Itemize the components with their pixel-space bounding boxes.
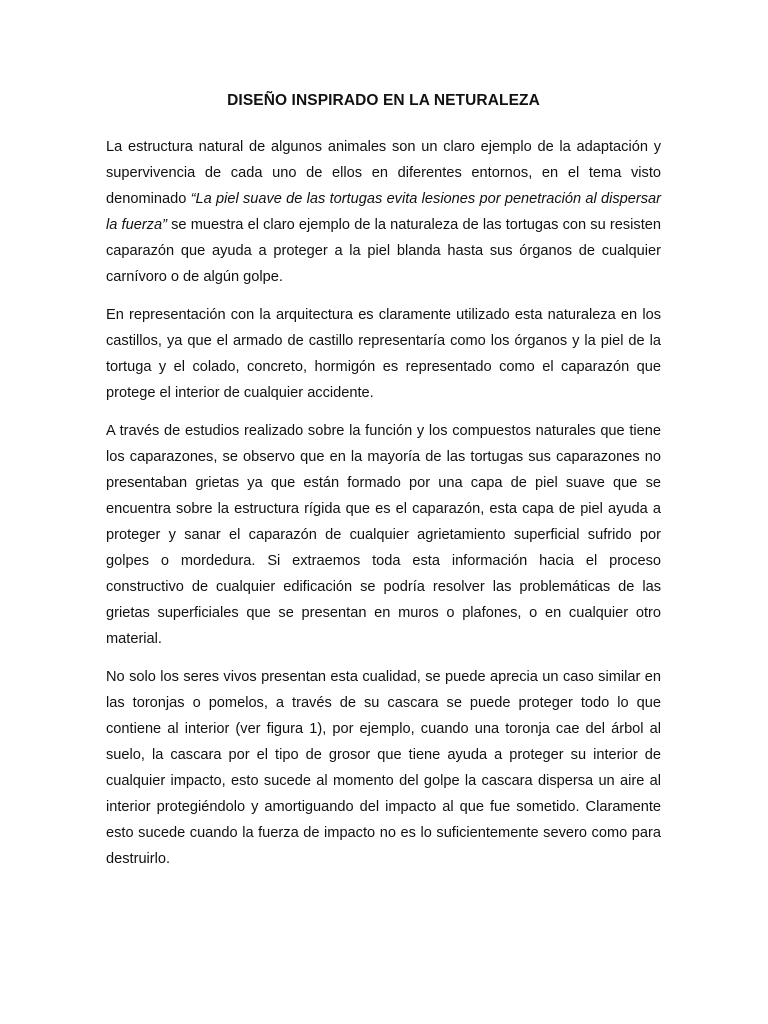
document-title: DISEÑO INSPIRADO EN LA NETURALEZA xyxy=(227,92,540,109)
paragraph-4: No solo los seres vivos presentan esta cualidad, se puede aprecia un caso similar en las toronjas o pomelos, a través de su cascara se puede proteger todo lo que contiene al interior (ver figura 1), por ejemplo, cuando una toronja cae del árbol al suelo, la cascara por el tipo de grosor que tiene ayuda a proteger su interior de cualquier impacto, esto sucede al momento del golpe la cascara dispersa un aire al interior protegiéndolo y amortiguando del impacto al que fue sometido. Claramente esto sucede cuando la fuerza de impacto no es lo suficientemente severo como para destruirlo. xyxy=(106,669,661,867)
paragraph-2: En representación con la arquitectura es claramente utilizado esta naturaleza en los castillos, ya que el armado de castillo representaría como los órganos y la piel de la tortuga y el colado, concreto, hormigón es representado como el caparazón que protege el interior de cualquier accidente. xyxy=(106,307,661,401)
paragraph-1-intro: La estructura natural de algunos animales son un claro ejemplo de la adaptación y supervivencia de cada uno de ellos en diferentes entornos, en el tema visto denominado xyxy=(106,139,661,207)
paragraph-1-quote: “La piel suave de las tortugas evita lesiones por penetración al dispersar la fuerza” xyxy=(106,191,661,233)
paragraph-1-rest: se muestra el claro ejemplo de la naturaleza de las tortugas con su resisten caparazón que ayuda a proteger a la piel blanda hasta sus órganos de cualquier carnívoro o de algún golpe. xyxy=(106,217,661,285)
paragraph-1 xyxy=(106,134,661,290)
document-page xyxy=(106,88,661,884)
paragraph-3: A través de estudios realizado sobre la función y los compuestos naturales que tiene los caparazones, se observo que en la mayoría de las tortugas sus caparazones no presentaban grietas ya que están formado por una capa de piel suave que se encuentra sobre la estructura rígida que es el caparazón, esta capa de piel ayuda a proteger y sanar el caparazón de cualquier agrietamiento superficial sufrido por golpes o mordedura. Si extraemos toda esta información hacia el proceso constructivo de cualquier edificación se podría resolver las problemáticas de las grietas superficiales que se presentan en muros o plafones, o en cualquier otro material. xyxy=(106,423,661,647)
